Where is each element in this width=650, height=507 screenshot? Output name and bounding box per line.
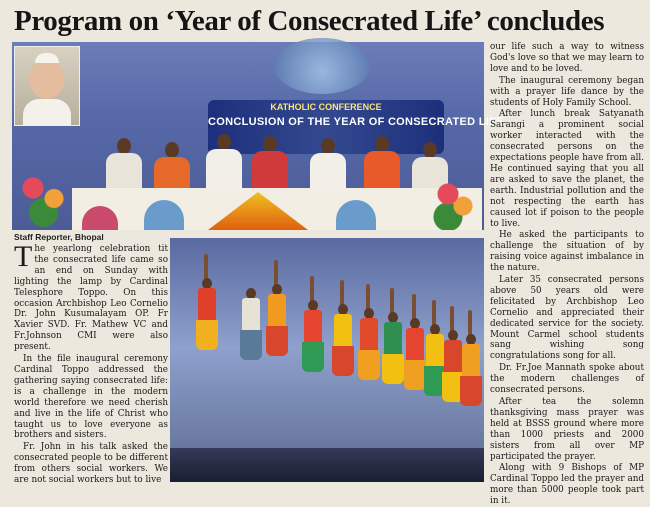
flower-arrangement	[424, 170, 484, 230]
paragraph: Later 35 consecrated persons above 50 years old were felicitated by Archbishop Leo Cornelio and appreciated their dedicated service for the society. Mount Carmel school students sang wishing song congratulations song for all.	[490, 275, 644, 362]
banner-line-2: CONCLUSION OF THE YEAR OF CONSECRATED LIFE	[208, 116, 504, 128]
photo-student-dancers	[170, 238, 484, 482]
dignitary	[308, 138, 348, 192]
paragraph: Fr. John in his talk asked the consecrated people to be different from others social workers. We are not social workers but to live	[14, 442, 168, 486]
stage-floor	[170, 448, 484, 482]
article-column-right	[490, 42, 644, 507]
paragraph: He asked the participants to challenge the situation of by raising voice against imbalance in the nature.	[490, 230, 644, 274]
pope-portrait	[14, 46, 80, 126]
drop-cap: T	[14, 240, 33, 273]
globe-backdrop	[274, 38, 370, 94]
dignitary	[104, 138, 144, 192]
paragraph: The inaugural ceremony began with a prayer life dance by the students of Holy Family School.	[490, 75, 644, 108]
paragraph: After tea the solemn thanksgiving mass prayer was held at BSSS ground where more than 1000 priests and 2000 sisters from all over MP participated the prayer.	[490, 397, 644, 462]
photo-dignitaries-on-dais	[12, 42, 504, 230]
paragraph: Dr. Fr.Joe Mannath spoke about the modern challenges of consecrated persons.	[490, 363, 644, 396]
paragraph: The yearlong celebration tit the consecrated life came so an end on Sunday with lighting the lamp by Cardinal Telesphore Toppo. On this occasion Archbishop Leo Cornelio Dr. John Kusumalayam OP. Fr Xavier SVD. Fr. Mathew VC and Fr.Johnson CMI were also present.	[14, 240, 168, 353]
paragraph: Along with 9 Bishops of MP Cardinal Toppo led the prayer and more than 5000 people took part in it.	[490, 463, 644, 507]
byline: Staff Reporter, Bhopal	[14, 232, 104, 242]
paragraph: our life such a way to witness God's love so that we may learn to love and to be loved.	[490, 42, 644, 74]
dignitary	[362, 136, 402, 190]
paragraph: After lunch break Satyanath Sarangi a prominent social worker interacted with the consecrated persons on the expectations people have from all. He continued saying that you all are asked to save the planet, the earth. Industrial pollution and the not respecting the earth has caused lot if poison to the people to live.	[490, 109, 644, 229]
dignitary	[250, 136, 290, 190]
article-column-left	[14, 240, 168, 486]
banner-line-1: KATHOLIC CONFERENCE	[270, 102, 382, 112]
paragraph: In the file inaugural ceremony Cardinal Toppo addressed the gathering saying consecrated life: is a challenge in the modern world therefore we need cherish and live in the life of Christ who taught us to love everyone as brothers and sisters.	[14, 354, 168, 441]
flower-arrangement	[12, 160, 82, 230]
dignitary	[204, 134, 244, 188]
headline: Program on ‘Year of Consecrated Life’ concludes	[14, 5, 605, 37]
